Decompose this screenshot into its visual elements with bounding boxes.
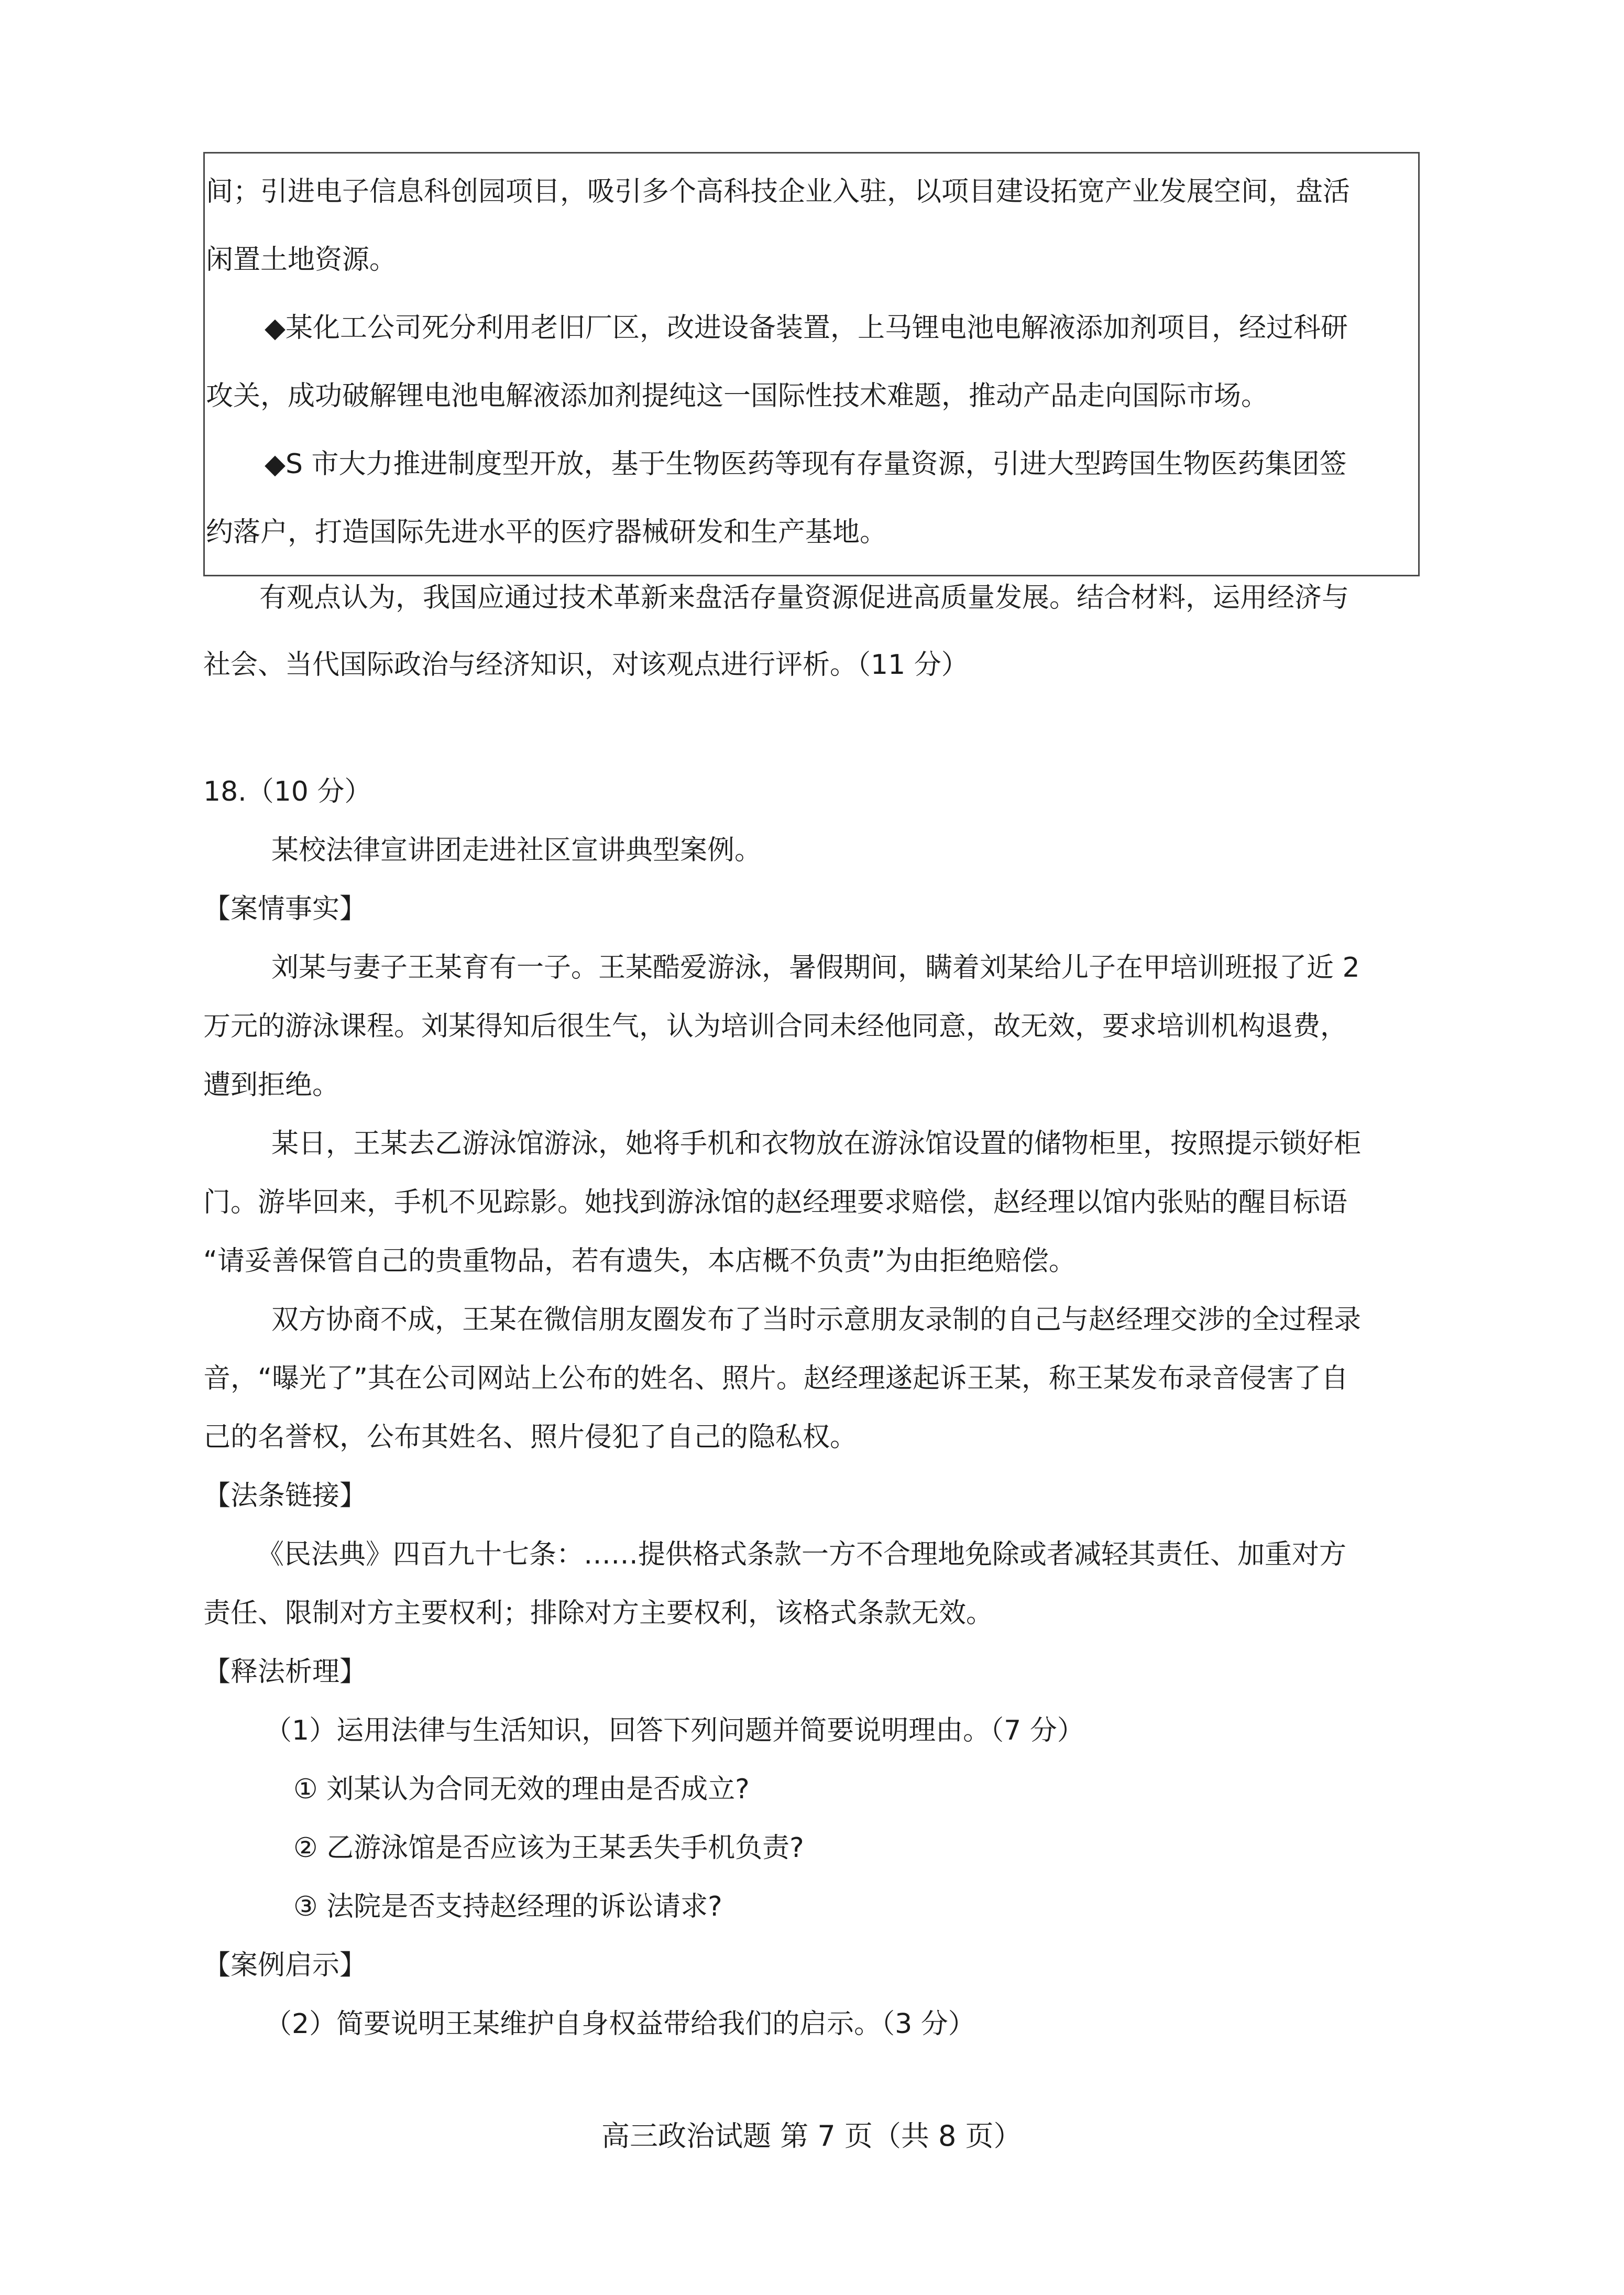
material-line-2: 闲置土地资源。: [206, 244, 397, 276]
facts-p3-line-2: 音，“曝光了”其在公司网站上公布的姓名、照片。赵经理遂起诉王某，称王某发布录音侵害了自: [203, 1363, 1348, 1394]
material-line-6: 约落户，打造国际先进水平的医疗器械研发和生产基地。: [206, 517, 887, 548]
question-1-item-1: ① 刘某认为合同无效的理由是否成立?: [293, 1774, 750, 1805]
section-heading-law: 【法条链接】: [203, 1480, 367, 1512]
material-line-3: ◆某化工公司死分利用老旧厂区，改进设备装置，上马锂电池电解液添加剂项目，经过科研: [265, 312, 1348, 344]
facts-p3-line-3: 己的名誉权，公布其姓名、照片侵犯了自己的隐私权。: [203, 1422, 858, 1453]
facts-p1-line-1: 刘某与妻子王某育有一子。王某酷爱游泳，暑假期间，瞒着刘某给儿子在甲培训班报了近 2: [271, 952, 1360, 983]
material-line-4: 攻关，成功破解锂电池电解液添加剂提纯这一国际性技术难题，推动产品走向国际市场。: [206, 380, 1269, 412]
q17-prompt-line-1: 有观点认为，我国应通过技术革新来盘活存量资源促进高质量发展。结合材料，运用经济与: [259, 582, 1349, 614]
facts-p3-line-1: 双方协商不成，王某在微信朋友圈发布了当时示意朋友录制的自己与赵经理交涉的全过程录: [271, 1304, 1362, 1336]
section-heading-analysis: 【释法析理】: [203, 1656, 367, 1688]
question-1: （1）运用法律与生活知识，回答下列问题并简要说明理由。（7 分）: [265, 1715, 1084, 1746]
facts-p2-line-2: 门。游毕回来，手机不见踪影。她找到游泳馆的赵经理要求赔偿，赵经理以馆内张贴的醒目标语: [203, 1187, 1348, 1218]
question-2: （2）简要说明王某维护自身权益带给我们的启示。（3 分）: [265, 2008, 975, 2040]
facts-p2-line-3: “请妥善保管自己的贵重物品，若有遗失，本店概不负责”为由拒绝赔偿。: [203, 1245, 1076, 1277]
section-heading-inspiration: 【案例启示】: [203, 1950, 367, 1981]
question-1-item-3: ③ 法院是否支持赵经理的诉讼请求?: [293, 1891, 722, 1922]
section-heading-facts: 【案情事实】: [203, 893, 367, 925]
q18-intro: 某校法律宣讲团走进社区宣讲典型案例。: [271, 835, 762, 866]
facts-p1-line-2: 万元的游泳课程。刘某得知后很生气，认为培训合同未经他同意，故无效，要求培训机构退费，: [203, 1011, 1348, 1042]
q17-prompt-line-2: 社会、当代国际政治与经济知识，对该观点进行评析。（11 分）: [203, 649, 969, 681]
material-line-1: 间；引进电子信息科创园项目，吸引多个高科技企业入驻，以项目建设拓宽产业发展空间，盘活: [206, 176, 1351, 207]
material-box: [203, 152, 1420, 576]
facts-p2-line-1: 某日，王某去乙游泳馆游泳，她将手机和衣物放在游泳馆设置的储物柜里，按照提示锁好柜: [271, 1128, 1362, 1160]
facts-p1-line-3: 遭到拒绝。: [203, 1069, 340, 1101]
page-footer: 高三政治试题 第 7 页（共 8 页）: [601, 2119, 1022, 2152]
question-1-item-2: ② 乙游泳馆是否应该为王某丢失手机负责?: [293, 1832, 804, 1864]
law-text-line-2: 责任、限制对方主要权利；排除对方主要权利，该格式条款无效。: [203, 1598, 994, 1629]
material-line-5: ◆S 市大力推进制度型开放，基于生物医药等现有存量资源，引进大型跨国生物医药集团签: [265, 449, 1347, 480]
law-text-line-1: 《民法典》四百九十七条：……提供格式条款一方不合理地免除或者减轻其责任、加重对方: [257, 1539, 1347, 1570]
q18-header: 18.（10 分）: [203, 776, 372, 807]
